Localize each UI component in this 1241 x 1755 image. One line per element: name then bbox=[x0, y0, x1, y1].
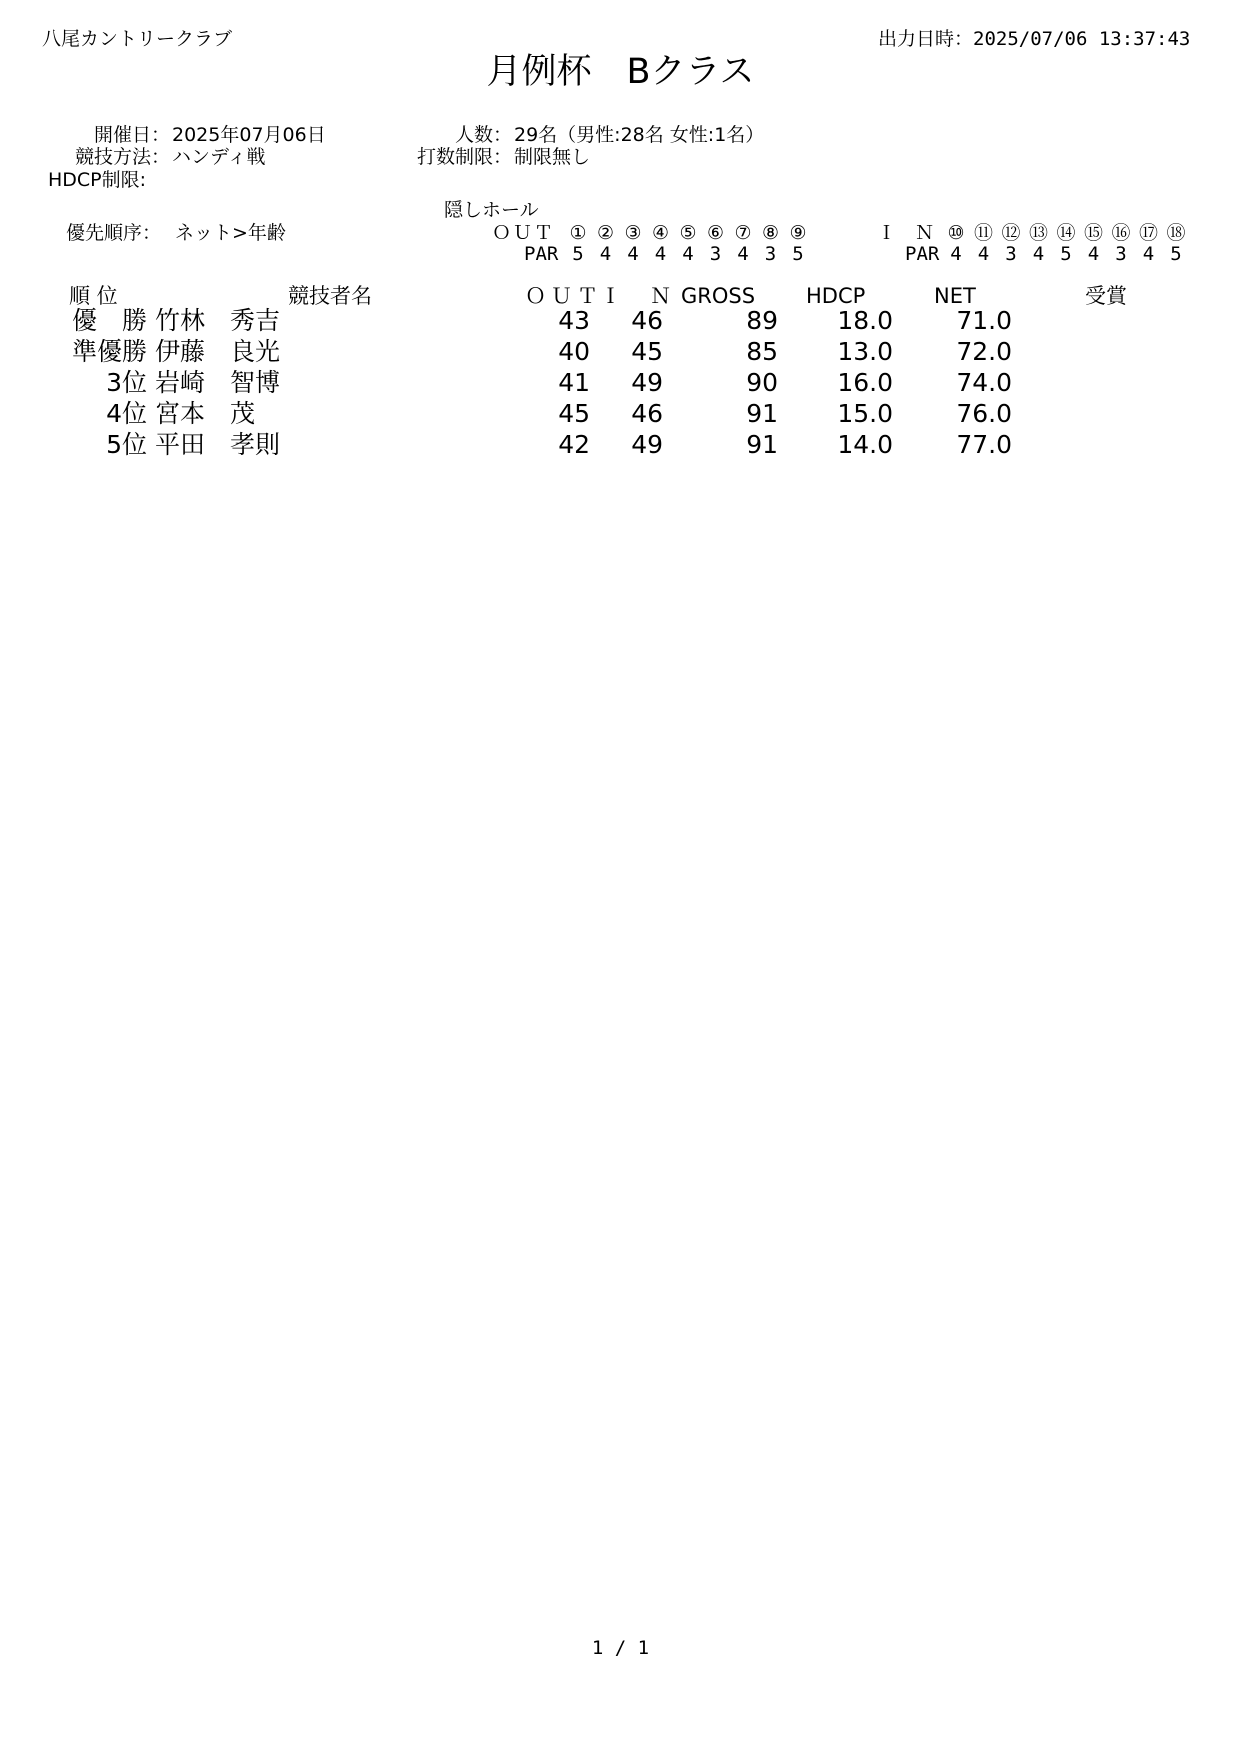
out-hole-par-2: 4 bbox=[599, 243, 612, 265]
page-title: 月例杯 Bクラス bbox=[486, 52, 755, 92]
net-cell: 76.0 bbox=[956, 399, 1012, 428]
out-cell: 41 bbox=[558, 368, 590, 397]
in-cell: 49 bbox=[631, 430, 663, 459]
in-hole-par-9: 5 bbox=[1170, 243, 1182, 265]
in-hole-number-3: ⑫ bbox=[1001, 222, 1021, 244]
out-pars-list bbox=[567, 243, 817, 265]
count-label: 人数： bbox=[454, 124, 512, 146]
hdcp-cell: 13.0 bbox=[837, 337, 893, 366]
priority-label: 優先順序： bbox=[66, 222, 162, 244]
out-hole-number-2: ② bbox=[596, 222, 615, 244]
in-holes-list bbox=[945, 222, 1195, 244]
net-cell: 77.0 bbox=[956, 430, 1012, 459]
out-par-label: PAR bbox=[524, 243, 559, 265]
in-hole-par-6: 4 bbox=[1087, 243, 1100, 265]
name-cell: 竹林 秀吉 bbox=[155, 306, 281, 335]
out-hole-number-3: ③ bbox=[624, 222, 642, 244]
name-header: 競技者名 bbox=[288, 284, 372, 308]
rank-cell: 準優勝 bbox=[71, 337, 147, 366]
stroke-limit-value: 制限無し bbox=[514, 146, 591, 168]
hdcp-limit-label: HDCP制限: bbox=[48, 169, 147, 191]
in-cell: 49 bbox=[631, 368, 663, 397]
in-hole-par-8: 4 bbox=[1142, 243, 1155, 265]
stroke-limit-label: 打数制限： bbox=[416, 146, 512, 168]
hdcp-header: HDCP bbox=[806, 284, 866, 308]
in-par-label: PAR bbox=[905, 243, 940, 265]
gross-cell: 91 bbox=[746, 430, 778, 459]
rank-header: 順 位 bbox=[69, 284, 118, 308]
rank-cell: 3位 bbox=[106, 368, 147, 397]
hdcp-cell: 18.0 bbox=[837, 306, 893, 335]
net-header: NET bbox=[934, 284, 976, 308]
page-number: 1 / 1 bbox=[591, 1637, 650, 1659]
out-hole-par-6: 3 bbox=[709, 243, 722, 265]
in-cell: 46 bbox=[631, 306, 663, 335]
in-hole-par-1: 4 bbox=[950, 243, 962, 265]
out-hole-number-7: ⑦ bbox=[734, 222, 752, 244]
net-cell: 74.0 bbox=[956, 368, 1012, 397]
method-label: 競技方法： bbox=[74, 146, 170, 168]
in-hole-number-8: ⑰ bbox=[1138, 222, 1158, 244]
club-name: 八尾カントリークラブ bbox=[42, 28, 233, 50]
name-cell: 平田 孝則 bbox=[155, 430, 281, 459]
in-hole-number-4: ⑬ bbox=[1028, 222, 1048, 244]
out-hole-par-8: 3 bbox=[764, 243, 777, 265]
rank-cell: 優 勝 bbox=[71, 306, 147, 335]
output-datetime-label: 出力日時： bbox=[878, 28, 974, 50]
out-cell: 43 bbox=[558, 306, 590, 335]
in-pars-list bbox=[945, 243, 1195, 265]
hdcp-cell: 14.0 bbox=[837, 430, 893, 459]
rank-cell: 4位 bbox=[106, 399, 147, 428]
out-hole-par-4: 4 bbox=[654, 243, 667, 265]
priority-value: ネット>年齢 bbox=[175, 222, 286, 244]
in-hole-par-4: 4 bbox=[1032, 243, 1045, 265]
in-hole-par-2: 4 bbox=[977, 243, 990, 265]
in-header: Ｉ Ｎ bbox=[600, 284, 675, 308]
out-hole-number-1: ① bbox=[569, 222, 587, 244]
date-value: 2025年07月06日 bbox=[172, 124, 326, 146]
in-cell: 46 bbox=[631, 399, 663, 428]
in-hole-number-9: ⑱ bbox=[1166, 222, 1186, 244]
in-hole-par-3: 3 bbox=[1005, 243, 1017, 265]
hidden-holes-label: 隠しホール bbox=[444, 199, 539, 221]
in-cell: 45 bbox=[631, 337, 663, 366]
output-datetime bbox=[878, 28, 1190, 50]
gross-header: GROSS bbox=[681, 284, 756, 308]
in-hole-number-5: ⑭ bbox=[1056, 222, 1076, 244]
name-cell: 岩崎 智博 bbox=[155, 368, 281, 397]
out-holes-list bbox=[567, 222, 817, 244]
in-hole-number-7: ⑯ bbox=[1111, 222, 1131, 244]
net-cell: 71.0 bbox=[956, 306, 1012, 335]
gross-cell: 90 bbox=[746, 368, 778, 397]
out-hole-number-4: ④ bbox=[651, 222, 670, 244]
out-hole-number-5: ⑤ bbox=[679, 222, 697, 244]
in-hole-number-6: ⑮ bbox=[1083, 222, 1103, 244]
out-hole-par-3: 4 bbox=[627, 243, 639, 265]
rank-cell: 5位 bbox=[106, 430, 147, 459]
out-hole-par-9: 5 bbox=[792, 243, 804, 265]
method-value: ハンディ戦 bbox=[172, 146, 266, 168]
gross-cell: 85 bbox=[746, 337, 778, 366]
out-hole-number-9: ⑨ bbox=[789, 222, 807, 244]
gross-cell: 91 bbox=[746, 399, 778, 428]
out-hole-number-8: ⑧ bbox=[761, 222, 780, 244]
out-header: ＯＵＴ bbox=[525, 284, 603, 308]
gross-cell: 89 bbox=[746, 306, 778, 335]
in-holes-label: Ｉ Ｎ bbox=[877, 222, 935, 244]
hdcp-cell: 16.0 bbox=[837, 368, 893, 397]
in-hole-number-1: ⑩ bbox=[947, 222, 965, 244]
net-cell: 72.0 bbox=[956, 337, 1012, 366]
award-header: 受賞 bbox=[1085, 284, 1127, 308]
out-hole-par-7: 4 bbox=[737, 243, 749, 265]
out-holes-label: ＯＵＴ bbox=[492, 222, 556, 244]
out-cell: 42 bbox=[558, 430, 590, 459]
count-value: 29名（男性:28名 女性:1名） bbox=[514, 124, 765, 146]
in-hole-par-5: 5 bbox=[1060, 243, 1072, 265]
hdcp-cell: 15.0 bbox=[837, 399, 893, 428]
name-cell: 伊藤 良光 bbox=[155, 337, 281, 366]
in-hole-number-2: ⑪ bbox=[973, 222, 993, 244]
in-hole-par-7: 3 bbox=[1115, 243, 1127, 265]
name-cell: 宮本 茂 bbox=[155, 399, 256, 428]
out-hole-par-5: 4 bbox=[682, 243, 694, 265]
out-cell: 45 bbox=[558, 399, 590, 428]
date-label: 開催日： bbox=[93, 124, 170, 146]
output-datetime-value: 2025/07/06 13:37:43 bbox=[973, 28, 1191, 50]
out-cell: 40 bbox=[558, 337, 590, 366]
out-hole-par-1: 5 bbox=[572, 243, 584, 265]
out-hole-number-6: ⑥ bbox=[706, 222, 725, 244]
